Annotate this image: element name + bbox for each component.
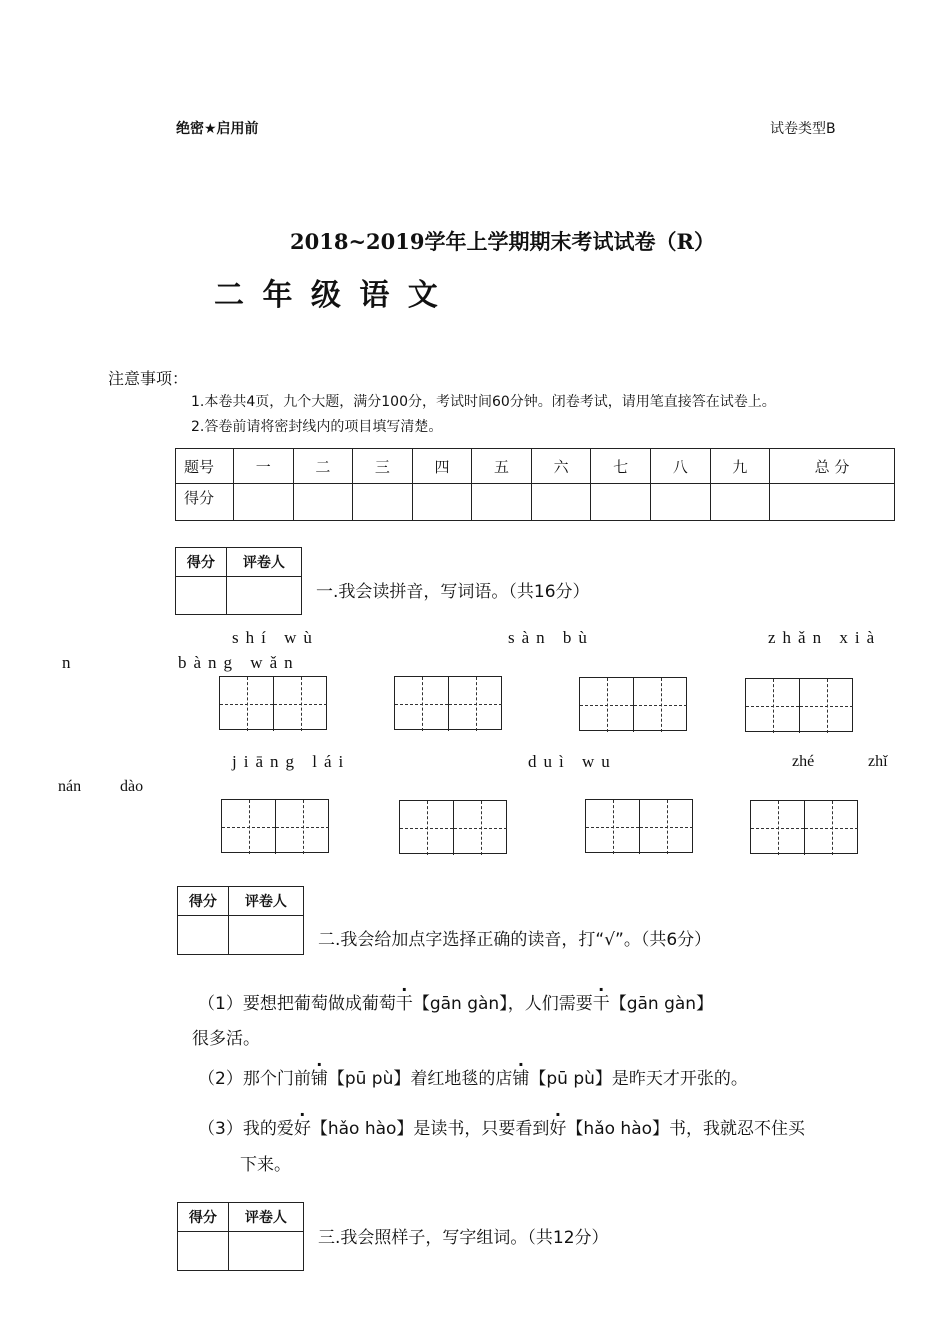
- score-col: 三: [353, 449, 413, 484]
- pinyin-1: shí wù: [232, 628, 319, 647]
- notes-heading: 注意事项：: [108, 369, 189, 388]
- grader-name-cell[interactable]: [226, 577, 301, 615]
- question-2-3: [198, 1114, 805, 1139]
- grader-name-label: 评卷人: [228, 887, 303, 916]
- writing-grid[interactable]: [585, 799, 693, 853]
- q-options[interactable]: 【gān gàn】，人们需要: [412, 994, 593, 1014]
- writing-grid[interactable]: [579, 677, 687, 731]
- grader-score-label: 得分: [176, 548, 227, 577]
- score-table-header: 题号: [176, 449, 234, 484]
- pinyin-5: jiāng lái: [232, 752, 351, 771]
- score-row-label: 得分: [176, 484, 234, 521]
- grader-box-1: [175, 547, 302, 615]
- score-col: 一: [234, 449, 294, 484]
- dotted-char: 好: [549, 1119, 567, 1139]
- score-cell[interactable]: [591, 484, 651, 521]
- score-cell[interactable]: [293, 484, 353, 521]
- score-cell[interactable]: [234, 484, 294, 521]
- question-2-1-cont: 很多活。: [192, 1029, 260, 1049]
- score-cell[interactable]: [650, 484, 710, 521]
- score-cell[interactable]: [412, 484, 472, 521]
- q-options[interactable]: 【hǎo hào】是读书，只要看到: [310, 1119, 550, 1139]
- writing-grid[interactable]: [745, 678, 853, 732]
- score-cell[interactable]: [770, 484, 895, 521]
- grader-box-3: [177, 1202, 304, 1271]
- pinyin-6: duì wu: [528, 752, 617, 771]
- grader-name-label: 评卷人: [228, 1203, 303, 1232]
- pinyin-2: sàn bù: [508, 628, 594, 647]
- confidential-mark: 绝密★启用前: [176, 121, 259, 137]
- grader-name-cell[interactable]: [228, 1232, 303, 1271]
- grader-score-cell[interactable]: [178, 1232, 229, 1271]
- writing-grid[interactable]: [750, 800, 858, 854]
- q-options[interactable]: 【pū pù】是昨天才开张的。: [529, 1069, 748, 1089]
- pinyin-3-wrap: n: [62, 653, 78, 672]
- q-options[interactable]: 【gān gàn】: [609, 994, 714, 1014]
- dotted-char: 干: [592, 994, 610, 1014]
- score-table: [175, 448, 895, 521]
- subject-title: 二 年 级 语 文: [214, 278, 442, 313]
- notes-item-2: 2.答卷前请将密封线内的项目填写清楚。: [191, 419, 443, 435]
- score-col: 总 分: [770, 449, 895, 484]
- grader-score-label: 得分: [178, 1203, 229, 1232]
- q-options[interactable]: 【pū pù】着红地毯的店: [327, 1069, 513, 1089]
- grader-score-label: 得分: [178, 887, 229, 916]
- q-text: （1）要想把葡萄做成葡萄: [198, 994, 396, 1014]
- score-cell[interactable]: [710, 484, 770, 521]
- pinyin-8a: nán: [58, 778, 82, 795]
- score-col: 五: [472, 449, 532, 484]
- score-cell[interactable]: [472, 484, 532, 521]
- score-cell[interactable]: [353, 484, 413, 521]
- exam-title: 2018~2019学年上学期期末考试试卷（R）: [290, 229, 715, 254]
- pinyin-7b: zhǐ: [868, 753, 888, 770]
- score-col: 九: [710, 449, 770, 484]
- grader-name-cell[interactable]: [228, 916, 303, 955]
- q-options[interactable]: 【hǎo hào】书，我就忍不住买: [566, 1119, 806, 1139]
- section-3-title: 三.我会照样子，写字组词。（共12分）: [318, 1228, 609, 1248]
- q-text: （2）那个门前: [198, 1069, 311, 1089]
- section-2-title: 二.我会给加点字选择正确的读音，打“√”。（共6分）: [318, 930, 712, 950]
- section-1-title: 一.我会读拼音，写词语。（共16分）: [316, 582, 590, 602]
- notes-item-1: 1.本卷共4页，九个大题，满分100分，考试时间60分钟。闭卷考试，请用笔直接答在试卷上。: [191, 394, 776, 410]
- dotted-char: 好: [293, 1119, 311, 1139]
- writing-grid[interactable]: [394, 676, 502, 730]
- writing-grid[interactable]: [219, 676, 327, 730]
- question-2-2: [198, 1064, 748, 1089]
- grader-score-cell[interactable]: [176, 577, 227, 615]
- pinyin-4: bàng wǎn: [178, 653, 300, 672]
- grader-score-cell[interactable]: [178, 916, 229, 955]
- dotted-char: 干: [395, 994, 413, 1014]
- grader-box-2: [177, 886, 304, 955]
- pinyin-8b: dào: [120, 778, 144, 795]
- score-col: 七: [591, 449, 651, 484]
- question-2-1: [198, 989, 713, 1014]
- score-col: 六: [531, 449, 591, 484]
- paper-type: 试卷类型B: [770, 121, 836, 137]
- pinyin-3: zhǎn xià: [768, 628, 882, 647]
- q-text: （3）我的爱: [198, 1119, 294, 1139]
- question-2-3-cont: 下来。: [240, 1155, 291, 1175]
- score-cell[interactable]: [531, 484, 591, 521]
- writing-grid[interactable]: [399, 800, 507, 854]
- score-col: 四: [412, 449, 472, 484]
- grader-name-label: 评卷人: [226, 548, 301, 577]
- writing-grid[interactable]: [221, 799, 329, 853]
- score-col: 八: [650, 449, 710, 484]
- dotted-char: 铺: [512, 1069, 530, 1089]
- dotted-char: 铺: [310, 1069, 328, 1089]
- score-col: 二: [293, 449, 353, 484]
- pinyin-7a: zhé: [792, 753, 815, 770]
